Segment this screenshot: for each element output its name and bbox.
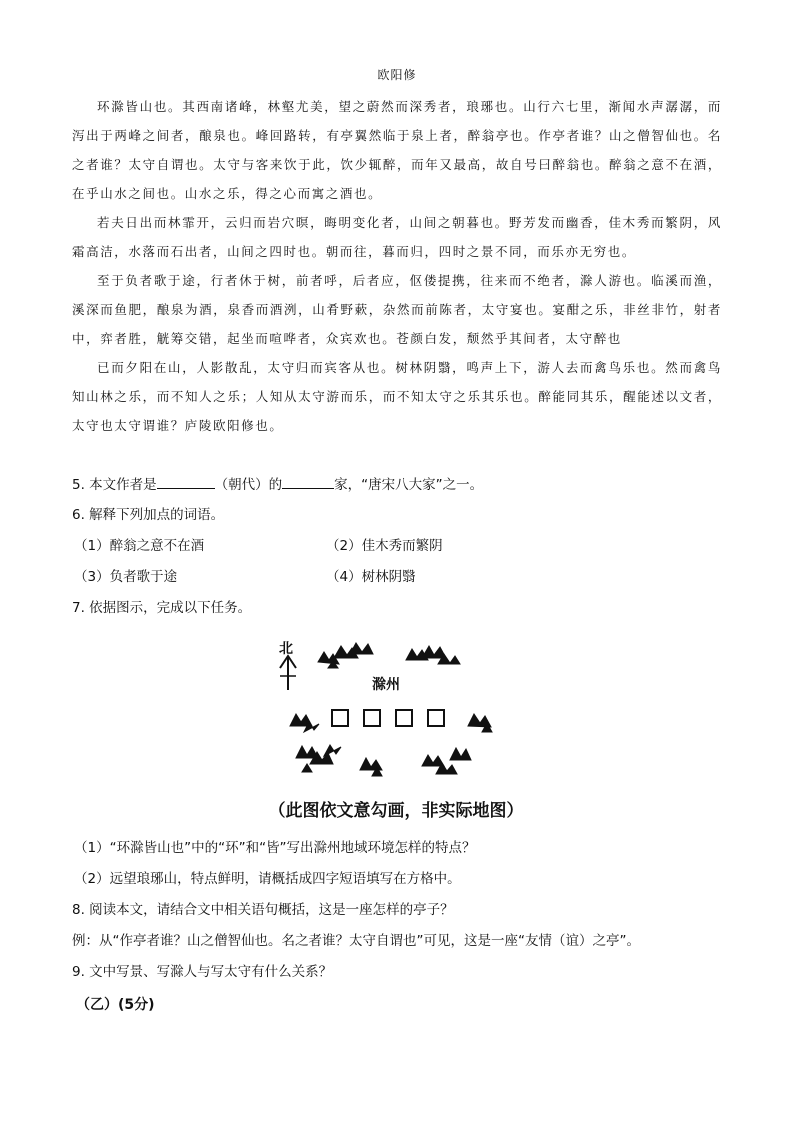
question-6-item-3: （3）负者歌于途 [74, 569, 178, 585]
mountain-cluster-right [468, 714, 492, 732]
question-6-item-4: （4）树林阴翳 [326, 569, 416, 585]
answer-box-3 [396, 710, 412, 726]
question-9: 9. 文中写景、写滁人与写太守有什么关系？ [72, 964, 333, 980]
passage-paragraph-3: 至于负者歌于途，行者休于树，前者呼，后者应，伛偻提携，往来而不绝者，滁人游也。临溪而渔，溪深而鱼肥，酿泉为酒，泉香而酒洌，山肴野蔌，杂然而前陈者，太守宴也。宴酣之乐，非丝非竹，射者中，弈者胜，觥筹交错，起坐而喧哗者，众宾欢也。苍颜白发，颓然乎其间者，太守醉也 [72, 273, 722, 346]
question-6-title: 6. 解释下列加点的词语。 [72, 507, 225, 523]
figure-caption: （此图依文意勾画，非实际地图） [268, 801, 524, 821]
dynasty-blank[interactable] [157, 474, 215, 489]
question-5 [72, 474, 483, 495]
mountain-cluster-left [290, 714, 341, 772]
passage-paragraph-2: 若夫日出而林霏开，云归而岩穴暝，晦明变化者，山间之朝暮也。野芳发而幽香，佳木秀而繁阴，风霜高洁，水落而石出者，山间之四时也。朝而往，暮而归，四时之景不同，而乐亦无穷也。 [72, 215, 722, 259]
mountain-cluster-top-right [406, 646, 460, 664]
question-6-item-1: （1）醉翁之意不在酒 [74, 538, 205, 554]
answer-boxes [332, 710, 444, 726]
question-8-title: 8. 阅读本文，请结合文中相关语句概括，这是一座怎样的亭子？ [72, 902, 454, 918]
answer-box-2 [364, 710, 380, 726]
answer-box-1 [332, 710, 348, 726]
mountain-cluster-bottom-center [360, 758, 382, 776]
city-label: 滁州 [372, 677, 400, 693]
question-8-example: 例：从“作亭者谁？山之僧智仙也。名之者谁？太守自谓也”可见，这是一座“友情（谊）之亭”。 [72, 933, 640, 949]
passage-paragraph-4: 已而夕阳在山，人影散乱，太守归而宾客从也。树林阴翳，鸣声上下，游人去而禽鸟乐也。然而禽鸟知山林之乐，而不知人之乐；人知从太守游而乐，而不知太守之乐其乐也。醉能同其乐，醒能述以文者，太守也太守谓谁？庐陵欧阳修也。 [72, 360, 722, 433]
mountain-cluster-bottom-right [422, 748, 471, 774]
question-6-item-2: （2）佳木秀而繁阴 [326, 538, 443, 554]
profession-blank[interactable] [282, 474, 334, 489]
question-5-text-b: （朝代）的 [214, 477, 283, 493]
question-7-sub-2: （2）远望琅琊山，特点鲜明，请概括成四字短语填写在方格中。 [74, 871, 461, 887]
passage-paragraph-1: 环滁皆山也。其西南诸峰，林壑尤美，望之蔚然而深秀者，琅琊也。山行六七里，渐闻水声潺潺，而泻出于两峰之间者，酿泉也。峰回路转，有亭翼然临于泉上者，醉翁亭也。作亭者谁？山之僧智仙也。名之者谁？太守自谓也。太守与客来饮于此，饮少辄醉，而年又最高，故自号曰醉翁也。醉翁之意不在酒，在乎山水之间也。山水之乐，得之心而寓之酒也。 [72, 99, 722, 201]
question-7-sub-1: （1）“环滁皆山也”中的“环”和“皆”写出滁州地域环境怎样的特点？ [74, 840, 476, 856]
north-label: 北 [279, 641, 293, 657]
question-5-text-a: 5. 本文作者是 [72, 477, 157, 493]
author-name: 欧阳修 [377, 68, 417, 82]
question-7-title: 7. 依据图示，完成以下任务。 [72, 600, 252, 616]
section-heading: （乙）(5分) [76, 997, 155, 1013]
question-5-text-c: 家，“唐宋八大家”之一。 [334, 477, 484, 493]
answer-box-4 [428, 710, 444, 726]
passage [72, 92, 722, 440]
mountain-cluster-top-left [318, 643, 373, 668]
